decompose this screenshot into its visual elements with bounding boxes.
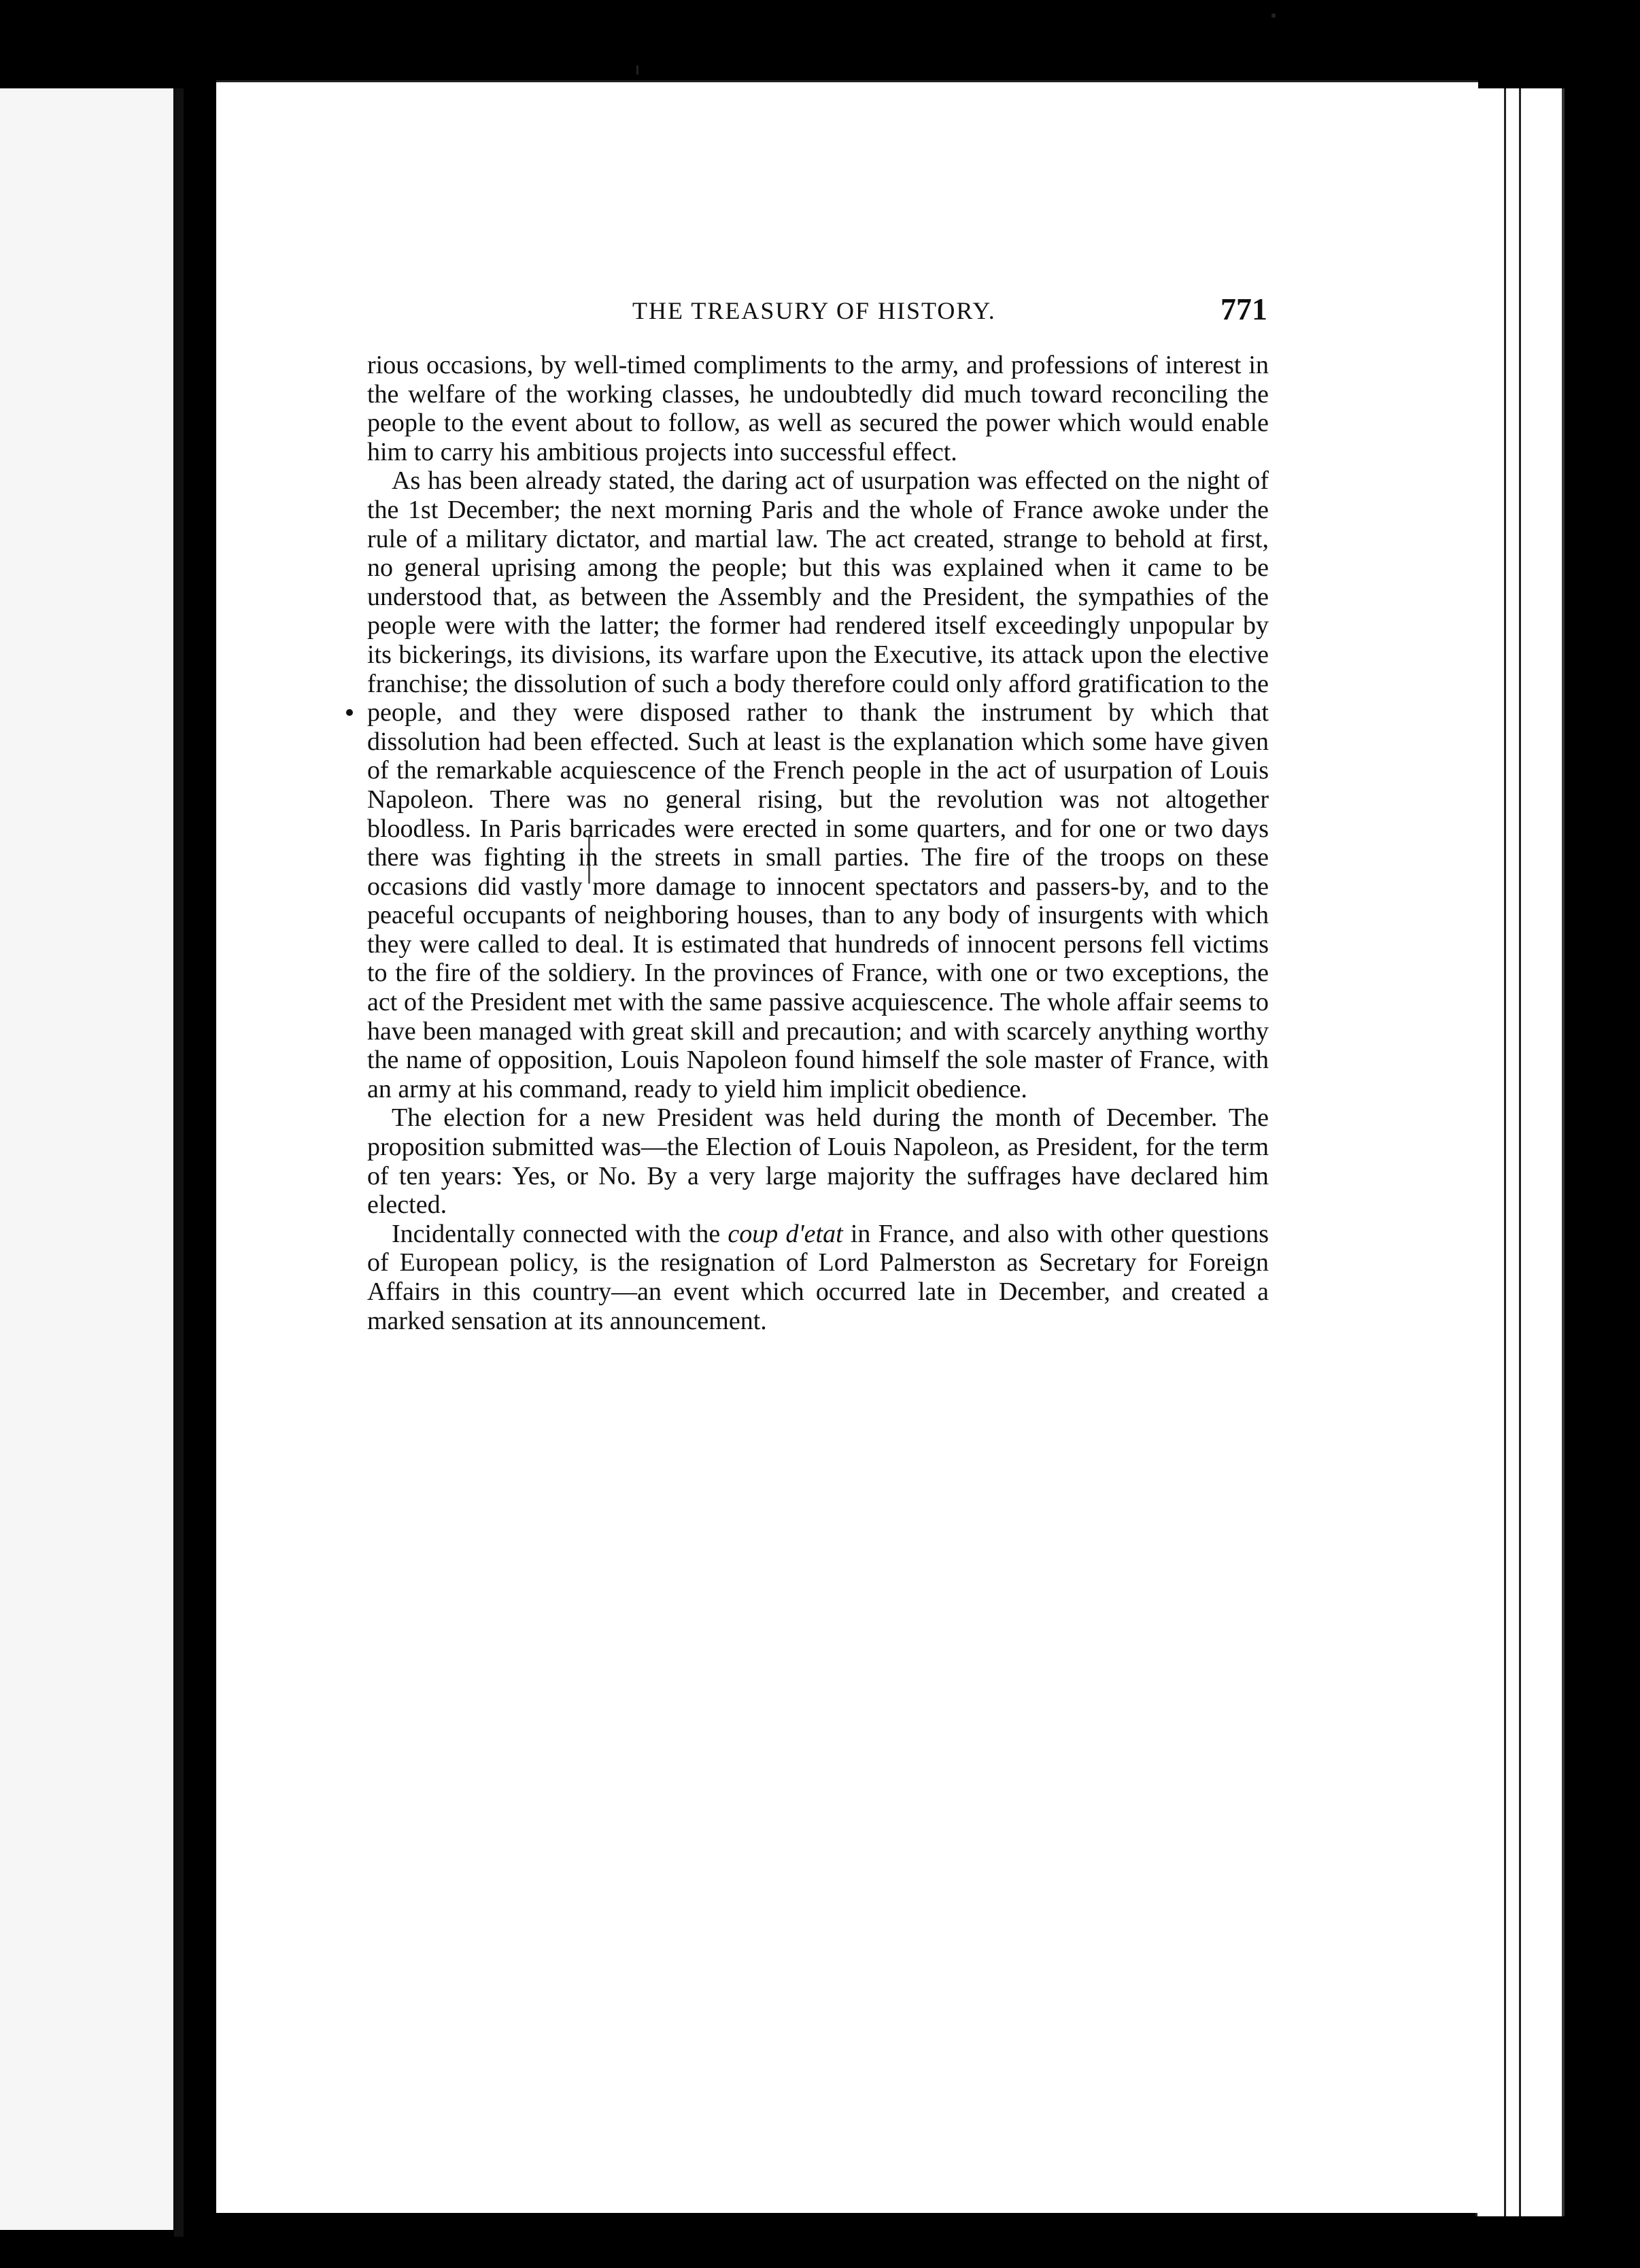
body-text: [367, 351, 1269, 1335]
paragraph: As has been already stated, the daring act of usurpation was effected on the night of the 1st December; the next morning Paris and the whole of France awoke under the rule of a military dictator, and martial law. The act created, strange to behold at first, no general uprising among the people; but this was explained when it came to be understood that, as between the Assembly and the President, the sympathies of the people were with the latter; the former had rendered itself exceedingly unpopular by its bickerings, its divisions, its warfare upon the Executive, its attack upon the elective franchise; the dissolution of such a body therefore could only afford gratification to the people, and they were disposed rather to thank the instrument by which that dissolution had been effected. Such at least is the explanation which some have given of the remarkable acquiescence of the French people in the act of usurpation of Louis Napoleon. There was no general rising, but the revolution was not altogether bloodless. In Paris barricades were erected in some quarters, and for one or two days there was fighting in the streets in small parties. The fire of the troops on these occasions did vastly more damage to innocent spectators and passers-by, and to the peaceful occupants of neighboring houses, than to any body of insurgents with which they were called to deal. It is estimated that hundreds of innocent persons fell victims to the fire of the soldiery. In the provinces of France, with one or two exceptions, the act of the President met with the same passive acquiescence. The whole affair seems to have been managed with great skill and precaution; and with scarcely anything worthy the name of opposition, Louis Napoleon found himself the sole master of France, with an army at his command, ready to yield him implicit obedience.: [367, 466, 1269, 1103]
page-number: 771: [1220, 292, 1267, 326]
spine-shadow: [174, 88, 184, 2237]
paragraph-text: in France, and also with other questions of European policy, is the resignation of Lord Palmerston as Secretary for Foreign Affairs in this country—an event which occurred late in December, and created a marked sensation at its announcement.: [367, 1219, 1269, 1335]
page-edge-stack: [1475, 88, 1505, 2216]
italic-phrase: coup d'etat: [728, 1219, 843, 1248]
paragraph: The election for a new President was held during the month of December. The proposition submitted was—the Election of Louis Napoleon, as President, for the term of ten years: Yes, or No. By a very large majority the suffrages have declared him elected.: [367, 1103, 1269, 1220]
dust-speck: [636, 65, 638, 75]
facing-page-edge: [0, 88, 173, 2230]
page-edge-stack: [1504, 88, 1520, 2216]
running-header: THE TREASURY OF HISTORY.: [632, 297, 996, 324]
paragraph: [367, 1220, 1269, 1335]
dust-speck: [1271, 14, 1276, 18]
page-edge-stack: [1519, 88, 1565, 2216]
paragraph-text: Incidentally connected with the: [392, 1219, 728, 1248]
margin-mark: [346, 709, 353, 716]
paragraph: rious occasions, by well-timed compliments to the army, and professions of interest in the welfare of the working classes, he undoubtedly did much toward reconciling the people to the event about to follow, as well as secured the power which would enable him to carry his ambitious projects into successful effect.: [367, 351, 1269, 466]
